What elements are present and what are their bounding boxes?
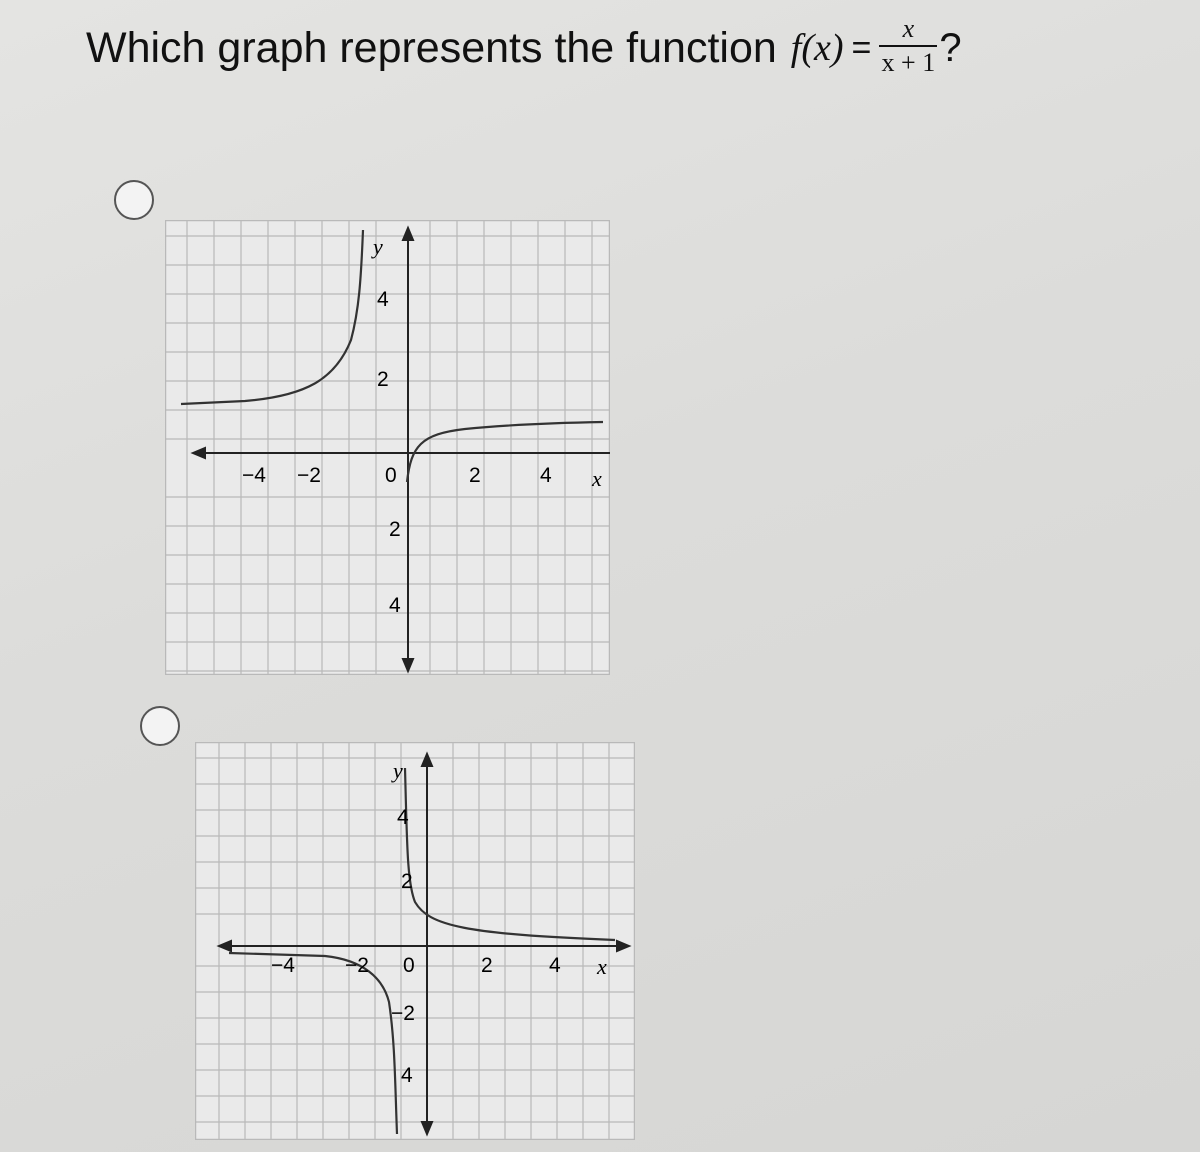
option-1-y-axis-down-arrow bbox=[403, 659, 413, 671]
option-1-y-tick-label: 4 bbox=[389, 594, 401, 617]
option-2-x-axis-right-arrow bbox=[617, 941, 629, 951]
option-2-x-tick-label: 4 bbox=[549, 954, 561, 977]
option-2-graph-svg bbox=[195, 742, 635, 1140]
option-2-x-tick-label: −4 bbox=[271, 954, 295, 977]
option-1-graph bbox=[165, 220, 610, 675]
option-2-y-tick-label: −2 bbox=[391, 1002, 415, 1025]
option-2-graph bbox=[195, 742, 635, 1140]
option-1-y-tick-label: 2 bbox=[377, 368, 389, 391]
option-1-curve-left-branch bbox=[181, 230, 363, 404]
question-prompt bbox=[86, 14, 962, 78]
option-1-x-tick-label: −4 bbox=[242, 464, 266, 487]
option-1-x-axis-label: x bbox=[592, 466, 602, 491]
option-2-x-axis-left-arrow bbox=[219, 941, 231, 951]
option-2-y-tick-label: 2 bbox=[401, 870, 413, 893]
option-2-radio-button[interactable] bbox=[140, 706, 180, 746]
option-1-x-axis-left-arrow bbox=[193, 448, 205, 458]
option-1-x-tick-label: 2 bbox=[469, 464, 481, 487]
option-1-y-tick-label: 4 bbox=[377, 288, 389, 311]
option-2-y-axis-label: y bbox=[393, 758, 403, 783]
option-1-x-tick-label: 4 bbox=[540, 464, 552, 487]
option-2-y-axis-up-arrow bbox=[422, 754, 432, 766]
fraction-denominator: x + 1 bbox=[881, 48, 936, 77]
option-2-grid bbox=[195, 742, 635, 1140]
option-2-y-tick-label: 4 bbox=[397, 806, 409, 829]
option-2-y-axis-down-arrow bbox=[422, 1122, 432, 1134]
function-fraction bbox=[879, 16, 937, 76]
option-2-x-axis-label: x bbox=[597, 954, 607, 979]
option-2-grid-border bbox=[196, 743, 635, 1140]
option-1-y-axis-label: y bbox=[373, 234, 383, 259]
option-1-radio-button[interactable] bbox=[114, 180, 154, 220]
option-2-y-tick-label: 4 bbox=[401, 1064, 413, 1087]
fraction-bar bbox=[879, 45, 937, 47]
fraction-numerator: x bbox=[902, 14, 915, 43]
option-1-x-tick-label: −2 bbox=[297, 464, 321, 487]
option-1-x-tick-label: 0 bbox=[385, 464, 397, 487]
question-mark: ? bbox=[939, 25, 962, 70]
question-text: Which graph represents the function bbox=[86, 23, 777, 72]
option-1-y-axis-up-arrow bbox=[403, 228, 413, 240]
option-1-graph-svg bbox=[165, 220, 610, 675]
option-2-x-tick-label: 2 bbox=[481, 954, 493, 977]
function-name: f(x) bbox=[790, 27, 844, 69]
equals-sign: = bbox=[851, 28, 872, 67]
option-2-x-tick-label: 0 bbox=[403, 954, 415, 977]
option-1-y-tick-label: 2 bbox=[389, 518, 401, 541]
option-2-x-tick-label: −2 bbox=[345, 954, 369, 977]
